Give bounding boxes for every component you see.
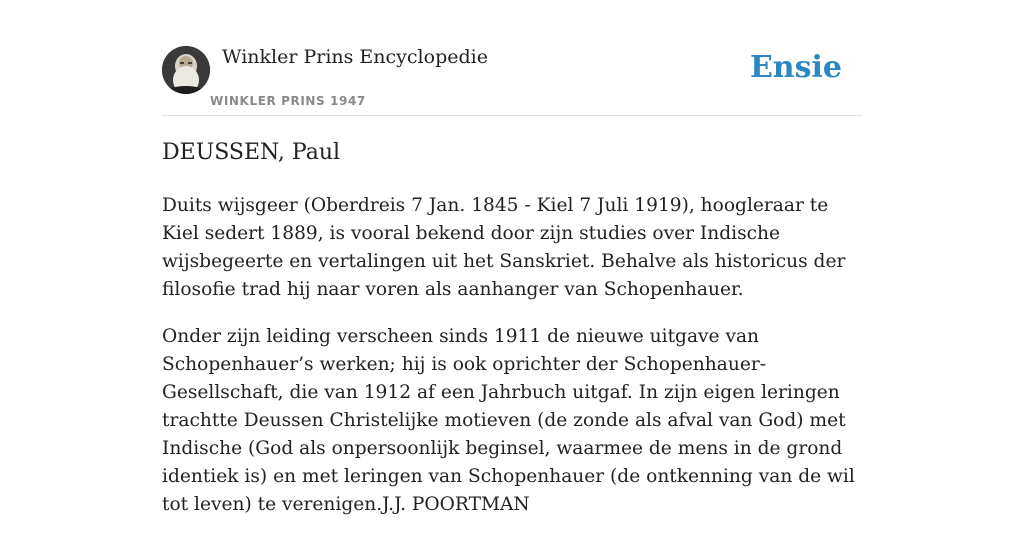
source-header [162, 0, 862, 116]
entry-card [162, 0, 862, 515]
entry-paragraph: Onder zijn leiding verscheen sinds 1911 de nieuwe uitgave van Schopenhauer’s werken; hij is ook oprichter der Schopenhauer-Gesellschaft, die van 1912 af een Jahrbuch uitgaf. In zijn eigen leringen trachtte Deussen Christelijke motieven (de zonde als afval van God) met Indische (God als onpersoonlijk beginsel, waarmee de mens in de grond identiek is) en met leringen van Schopenhauer (de ontkenning van de wil tot leven) te verenigen.J.J. POORTMAN [162, 326, 855, 515]
entry-paragraph: Duits wijsgeer (Oberdreis 7 Jan. 1845 - Kiel 7 Juli 1919), hoogleraar te Kiel sedert 1889, is vooral bekend door zijn studies over Indische wijsbegeerte en vertalingen uit het Sanskriet. Behalve als historicus der filosofie trad hij naar voren als aanhanger van Schopenhauer. [162, 195, 846, 300]
source-subtitle: WINKLER PRINS 1947 [210, 94, 366, 108]
brand-logo[interactable]: Ensie [749, 50, 842, 85]
entry-body [162, 192, 866, 538]
avatar[interactable] [162, 46, 210, 94]
source-title[interactable]: Winkler Prins Encyclopedie [222, 46, 488, 68]
portrait-icon [162, 46, 210, 94]
entry-title: DEUSSEN, Paul [162, 140, 341, 165]
